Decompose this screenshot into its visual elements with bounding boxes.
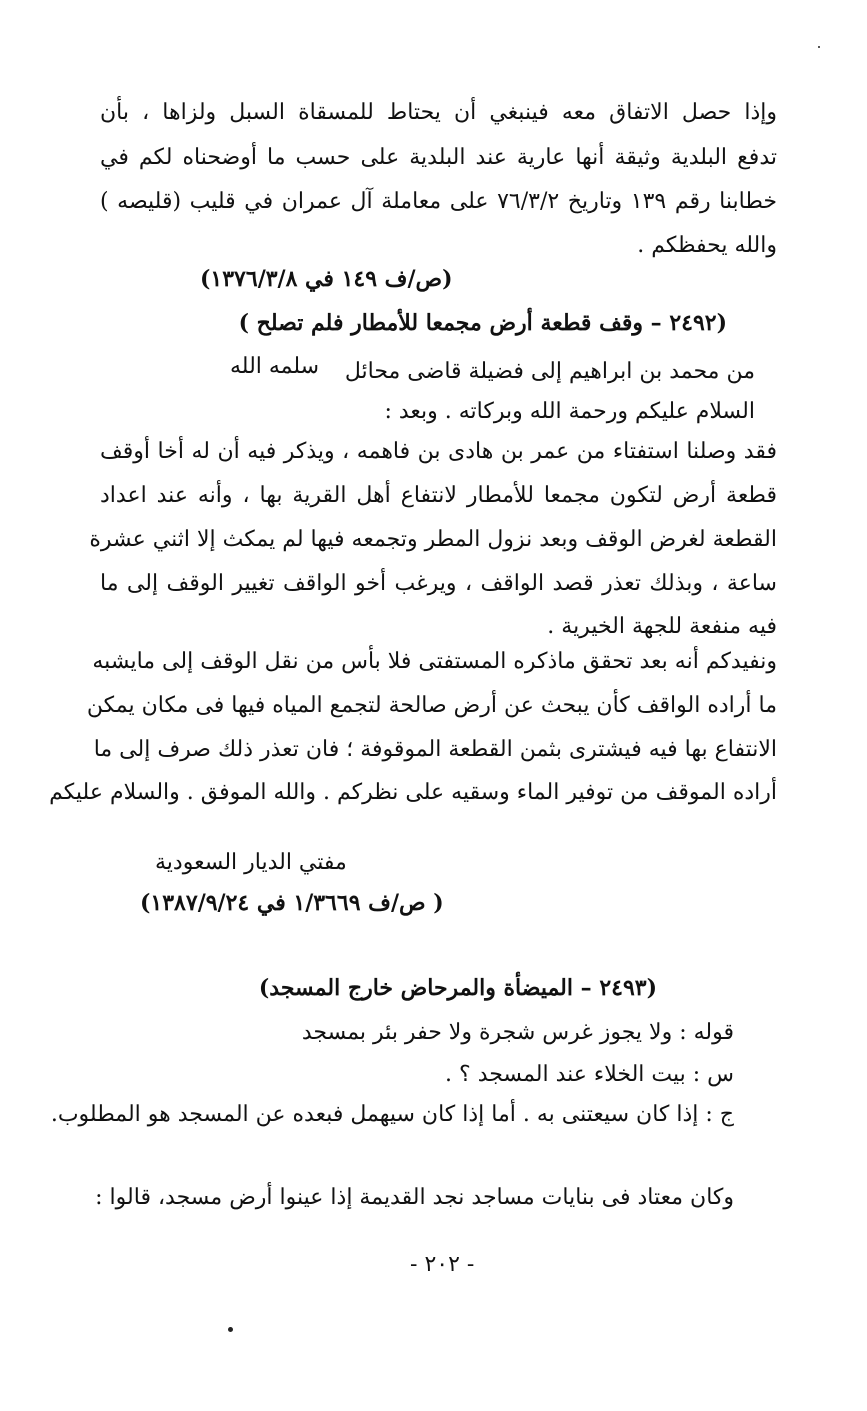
para2-line-3: القطعة لغرض الوقف وبعد نزول المطر وتجمعه فيها لم يمكث إلا اثني عشرة: [89, 527, 777, 552]
para2-line-5: فيه منفعة للجهة الخيرية .: [547, 614, 777, 639]
para2-line-2: قطعة أرض لتكون مجمعا للأمطار لانتفاع أهل القرية بها ، وأنه عند اعداد: [100, 483, 777, 508]
para1-line-2: تدفع البلدية وثيقة أنها عارية عند البلدية على حسب ما أوضحناه لكم في: [100, 145, 777, 170]
para3-line-3: الانتفاع بها فيه فيشترى بثمن القطعة الموقوفة ؛ فان تعذر ذلك صرف إلى ما: [93, 737, 777, 762]
heading-2493: (٢٤٩٣ – الميضأة والمرحاض خارج المسجد): [258, 975, 657, 1001]
para3-line-4: أراده الموقف من توفير الماء وسقيه على نظركم . والله الموفق . والسلام عليكم: [49, 780, 777, 805]
qa-line-1: قوله : ولا يجوز غرس شجرة ولا حفر بئر بمسجد: [301, 1020, 734, 1045]
page-number: - ٢٠٢ -: [410, 1252, 475, 1277]
heading-2492: (٢٤٩٢ – وقف قطعة أرض مجمعا للأمطار فلم تصلح ): [238, 310, 727, 336]
closing-line: وكان معتاد فى بنايات مساجد نجد القديمة إذا عينوا أرض مسجد، قالوا :: [95, 1185, 734, 1210]
print-speck: [228, 1327, 233, 1332]
para2-line-4: ساعة ، وبذلك تعذر قصد الواقف ، ويرغب أخو الواقف تغيير الوقف إلى ما: [100, 571, 777, 596]
reference-1: (ص/ف ١٤٩ في ١٣٧٦/٣/٨): [200, 266, 453, 292]
greeting: السلام عليكم ورحمة الله وبركاته . وبعد :: [384, 399, 755, 424]
print-speck: [818, 46, 820, 48]
para1-line-3: خطابنا رقم ١٣٩ وتاريخ ٧٦/٣/٢ على معاملة آل عمران في قليب (قليصه ): [100, 189, 777, 214]
from-line: من محمد بن ابراهيم إلى فضيلة قاضى محائل: [344, 359, 755, 384]
para3-line-1: ونفيدكم أنه بعد تحقق ماذكره المستفتى فلا بأس من نقل الوقف إلى مايشبه: [92, 649, 777, 674]
qa-line-3: ج : إذا كان سيعتنى به . أما إذا كان سيهمل فبعده عن المسجد هو المطلوب.: [50, 1102, 734, 1127]
signature: مفتي الديار السعودية: [155, 850, 347, 875]
salutation-suffix: سلمه الله: [230, 354, 320, 379]
reference-2: ( ص/ف ١/٣٦٦٩ في ١٣٨٧/٩/٢٤): [140, 890, 444, 916]
para1-line-4: والله يحفظكم .: [637, 233, 777, 258]
qa-line-2: س : بيت الخلاء عند المسجد ؟ .: [445, 1062, 734, 1087]
para3-line-2: ما أراده الواقف كأن يبحث عن أرض صالحة لتجمع المياه فيها فى مكان يمكن: [86, 693, 777, 718]
para2-line-1: فقد وصلنا استفتاء من عمر بن هادى بن فاهمه ، ويذكر فيه أن له أخا أوقف: [100, 439, 777, 464]
para1-line-1: وإذا حصل الاتفاق معه فينبغي أن يحتاط للمسقاة السبل ولزاها ، بأن: [100, 100, 777, 125]
